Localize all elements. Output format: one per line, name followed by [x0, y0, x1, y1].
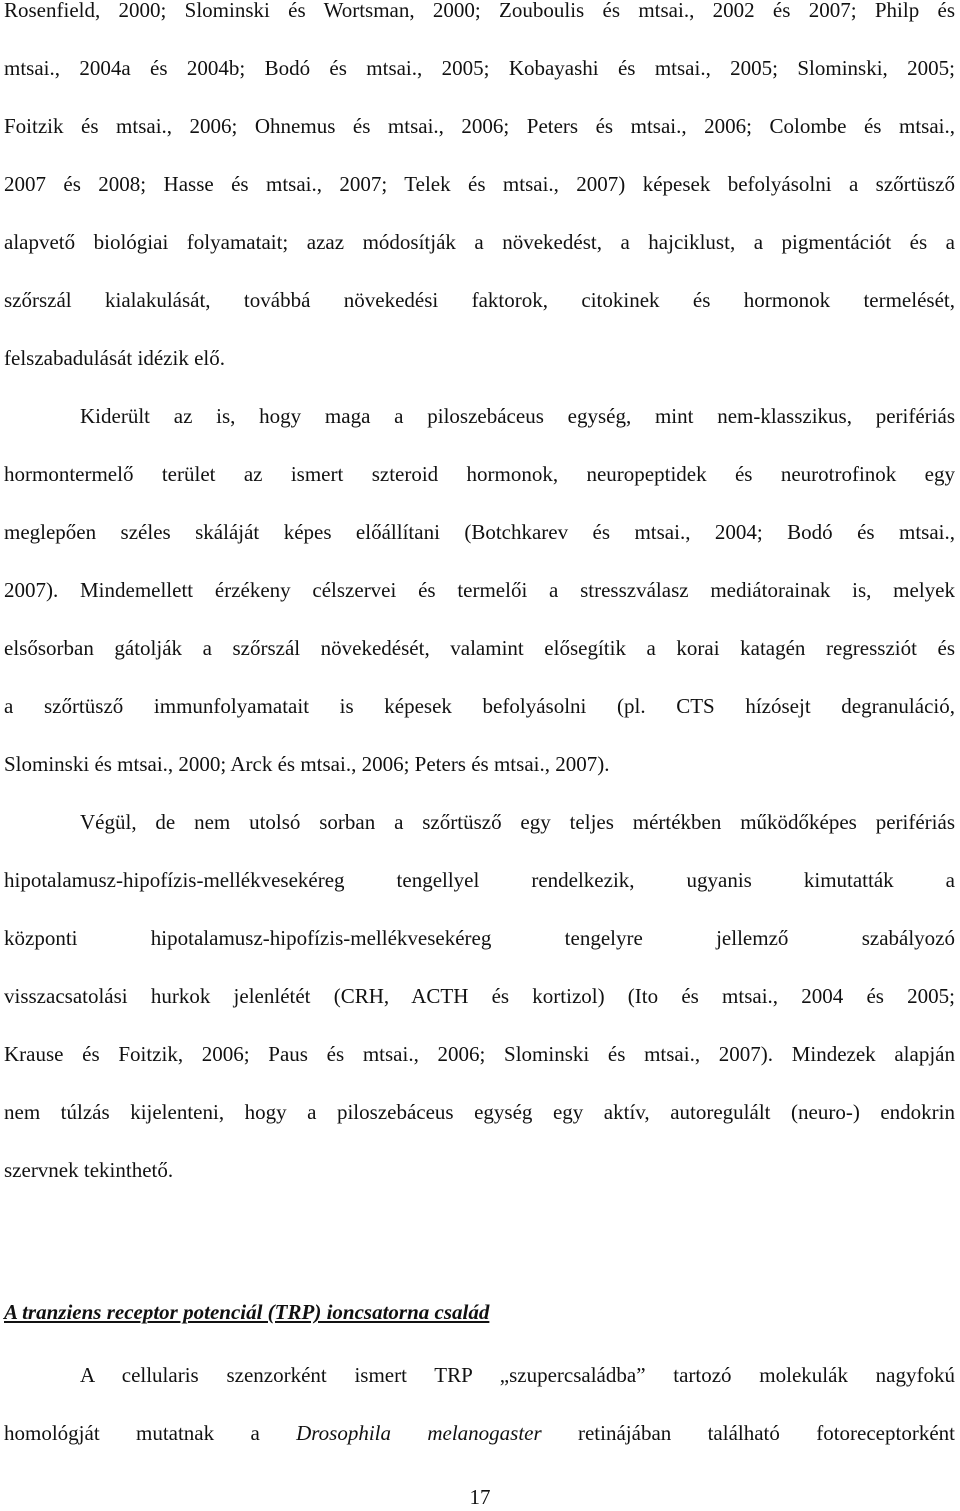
text-line: hormontermelő terület az ismert szteroid hormonok, neuropeptidek és neurotrofinok egy [4, 462, 955, 486]
text-line: Foitzik és mtsai., 2006; Ohnemus és mtsai., 2006; Peters és mtsai., 2006; Colombe és mtsai., [4, 114, 955, 138]
text-line: alapvető biológiai folyamatait; azaz módosítják a növekedést, a hajciklust, a pigmentációt és a [4, 230, 955, 254]
text-line: szőrszál kialakulását, továbbá növekedési faktorok, citokinek és hormonok termelését, [4, 288, 955, 312]
text-segment: retinájában található fotoreceptorként [541, 1421, 955, 1445]
text-line: visszacsatolási hurkok jelenlétét (CRH, ACTH és kortizol) (Ito és mtsai., 2004 és 2005; [4, 984, 955, 1008]
text-segment: homológját mutatnak a [4, 1421, 297, 1445]
text-line: nem túlzás kijelenteni, hogy a piloszebáceus egység egy aktív, autoregulált (neuro-) endokrin [4, 1100, 955, 1124]
text-line [4, 1419, 955, 1447]
text-line: Rosenfield, 2000; Slominski és Wortsman, 2000; Zouboulis és mtsai., 2002 és 2007; Philp és [4, 0, 955, 22]
text-line: szervnek tekinthető. [4, 1158, 174, 1182]
page-number: 17 [469, 1485, 491, 1509]
text-line: A cellularis szenzorként ismert TRP „szupercsaládba” tartozó molekulák nagyfokú [80, 1363, 955, 1387]
text-line: Kiderült az is, hogy maga a piloszebáceus egység, mint nem-klasszikus, perifériás [80, 404, 955, 428]
text-line: központi hipotalamusz-hipofízis-mellékvesekéreg tengelyre jellemző szabályozó [4, 926, 955, 950]
text-line: 2007 és 2008; Hasse és mtsai., 2007; Telek és mtsai., 2007) képesek befolyásolni a szőrtüsző [4, 172, 955, 196]
text-line: Slominski és mtsai., 2000; Arck és mtsai., 2006; Peters és mtsai., 2007). [4, 752, 610, 776]
text-line: Végül, de nem utolsó sorban a szőrtüsző egy teljes mértékben működőképes perifériás [80, 810, 955, 834]
text-line: elsősorban gátolják a szőrszál növekedését, valamint elősegítik a korai katagén regressziót és [4, 636, 955, 660]
species-name: Drosophila melanogaster [296, 1421, 542, 1445]
section-heading: A tranziens receptor potenciál (TRP) ioncsatorna család [4, 1300, 490, 1324]
text-line: meglepően széles skáláját képes előállítani (Botchkarev és mtsai., 2004; Bodó és mtsai., [4, 520, 955, 544]
text-line: Krause és Foitzik, 2006; Paus és mtsai., 2006; Slominski és mtsai., 2007). Mindezek alapján [4, 1042, 955, 1066]
text-line: mtsai., 2004a és 2004b; Bodó és mtsai., 2005; Kobayashi és mtsai., 2005; Slominski, 2005; [4, 56, 955, 80]
text-line: hipotalamusz-hipofízis-mellékvesekéreg tengellyel rendelkezik, ugyanis kimutatták a [4, 868, 955, 892]
text-line: 2007). Mindemellett érzékeny célszervei és termelői a stresszválasz mediátorainak is, melyek [4, 578, 955, 602]
text-line: felszabadulását idézik elő. [4, 346, 225, 370]
text-line: a szőrtüsző immunfolyamatait is képesek befolyásolni (pl. CTS hízósejt degranuláció, [4, 694, 955, 718]
